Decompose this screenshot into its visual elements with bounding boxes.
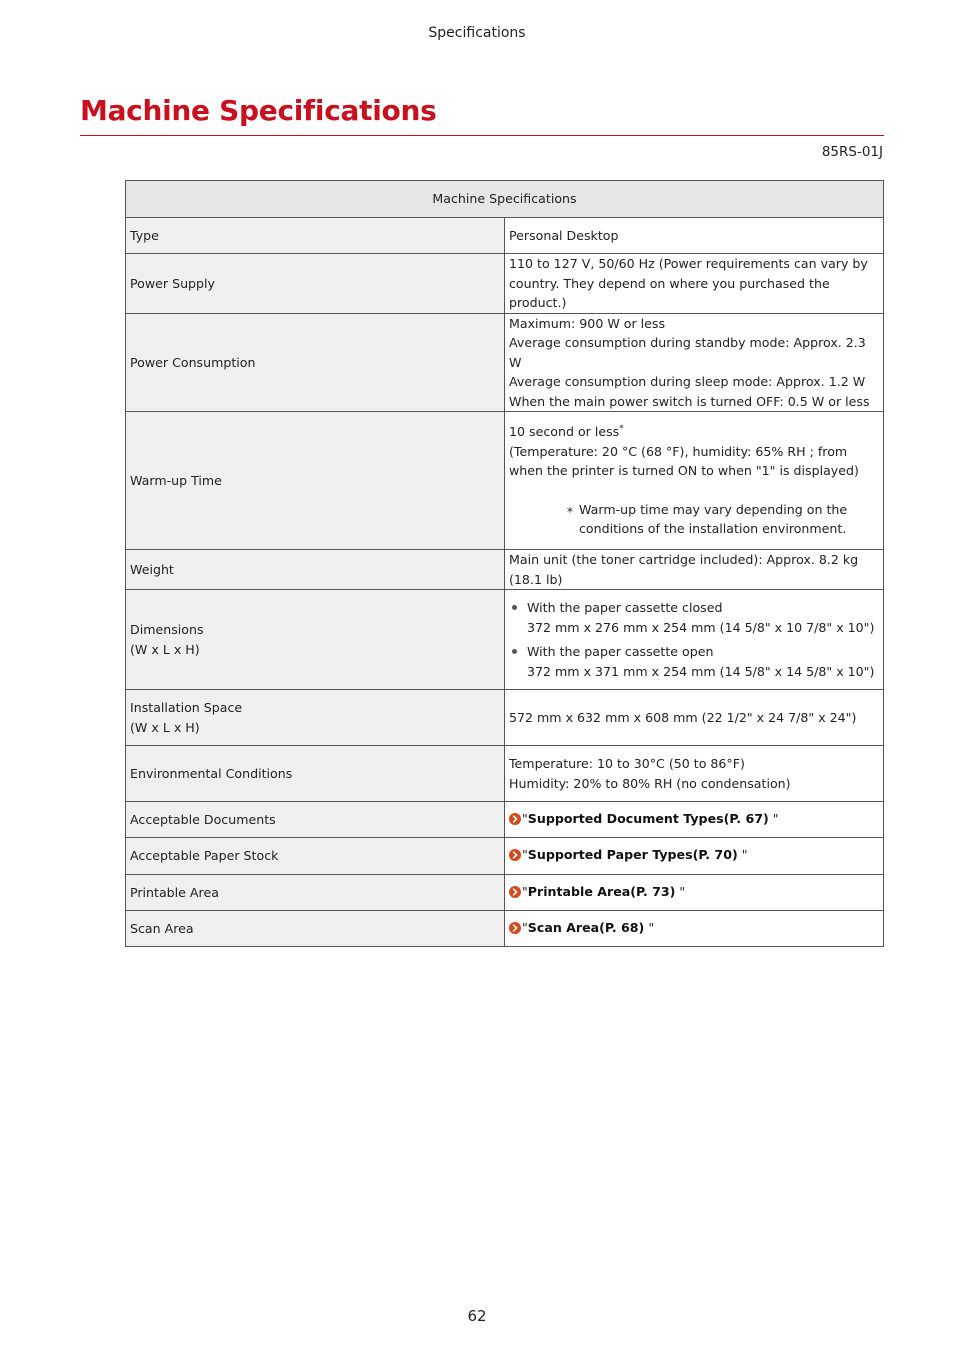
label-line: Installation Space — [130, 700, 243, 715]
arrow-circle-icon — [509, 849, 521, 861]
table-row-environment — [126, 746, 884, 802]
table-row-acceptable-paper — [126, 838, 884, 875]
row-value: Main unit (the toner cartridge included): Approx. 8.2 kg (18.1 lb) — [505, 550, 884, 590]
table-caption: Machine Specifications — [126, 181, 884, 218]
warmup-value: 10 second or less — [509, 424, 620, 440]
arrow-circle-icon — [509, 813, 521, 825]
row-value: 572 mm x 632 mm x 608 mm (22 1/2" x 24 7/8" x 24") — [505, 690, 884, 746]
row-label: Power Supply — [126, 254, 505, 314]
table-row-installation-space — [126, 690, 884, 746]
value-line: Humidity: 20% to 80% RH (no condensation) — [509, 775, 791, 791]
list-item — [509, 642, 879, 681]
bullet-dot-icon — [512, 605, 517, 610]
value-line — [509, 422, 879, 442]
table-header-row — [126, 181, 884, 218]
row-label: Type — [126, 218, 505, 254]
row-label: Weight — [126, 550, 505, 590]
row-label: Power Consumption — [126, 313, 505, 412]
footnote-asterisk: * — [619, 424, 624, 435]
row-value — [505, 313, 884, 412]
row-label: Acceptable Documents — [126, 802, 505, 838]
item-title: With the paper cassette closed — [527, 600, 723, 615]
item-title: With the paper cassette open — [527, 644, 714, 659]
value-detail: (Temperature: 20 °C (68 °F), humidity: 65% RH ; from when the printer is turned ON to when "1" is displayed) — [509, 443, 859, 479]
value-line: Maximum: 900 W or less — [509, 315, 666, 331]
table-row-printable-area — [126, 875, 884, 911]
row-label: Printable Area — [126, 875, 505, 911]
footnote — [567, 500, 879, 539]
cross-reference[interactable] — [509, 882, 685, 902]
row-label — [126, 590, 505, 690]
quote-open: " — [522, 919, 528, 935]
table-row-acceptable-documents — [126, 802, 884, 838]
cross-reference[interactable] — [509, 918, 654, 938]
value-line: When the main power switch is turned OFF: 0.5 W or less — [509, 393, 870, 409]
table-row-type — [126, 218, 884, 254]
page-title: Machine Specifications — [80, 94, 437, 127]
table-row-scan-area — [126, 911, 884, 947]
footnote-text: Warm-up time may vary depending on the conditions of the installation environment. — [579, 501, 848, 537]
quote-close: " — [644, 919, 655, 935]
quote-open: " — [522, 810, 528, 826]
label-line: (W x L x H) — [130, 641, 200, 657]
footnote-mark: * — [567, 504, 573, 519]
reference-link[interactable]: Printable Area(P. 73) — [527, 883, 676, 899]
row-value — [505, 911, 884, 947]
item-value: 372 mm x 371 mm x 254 mm (14 5/8" x 14 5/8" x 10") — [527, 663, 875, 679]
row-label: Warm-up Time — [126, 412, 505, 550]
cross-reference[interactable] — [509, 809, 779, 829]
table-row-dimensions — [126, 590, 884, 690]
title-divider — [80, 135, 884, 136]
quote-open: " — [522, 883, 528, 899]
label-line: (W x L x H) — [130, 719, 200, 735]
dimensions-list — [509, 598, 879, 681]
bullet-dot-icon — [512, 649, 517, 654]
value-line: Temperature: 10 to 30°C (50 to 86°F) — [509, 756, 745, 771]
page-number: 62 — [467, 1307, 487, 1325]
label-line: Dimensions — [130, 622, 204, 637]
quote-close: " — [768, 810, 779, 826]
quote-close: " — [737, 847, 748, 863]
item-value: 372 mm x 276 mm x 254 mm (14 5/8" x 10 7/8" x 10") — [527, 619, 875, 635]
specifications-table — [125, 180, 884, 947]
row-value: Personal Desktop — [505, 218, 884, 254]
row-value — [505, 875, 884, 911]
table-row-weight — [126, 550, 884, 590]
quote-close: " — [675, 883, 686, 899]
arrow-circle-icon — [509, 886, 521, 898]
running-header: Specifications — [428, 25, 526, 41]
arrow-circle-icon — [509, 922, 521, 934]
table-row-power-supply — [126, 254, 884, 314]
document-code: 85RS-01J — [821, 144, 883, 160]
row-value — [505, 590, 884, 690]
row-label: Scan Area — [126, 911, 505, 947]
row-label: Acceptable Paper Stock — [126, 838, 505, 875]
value-line: Average consumption during sleep mode: Approx. 1.2 W — [509, 374, 866, 389]
row-label — [126, 690, 505, 746]
value-line: Average consumption during standby mode: Approx. 2.3 W — [509, 335, 866, 370]
reference-link[interactable]: Scan Area(P. 68) — [527, 919, 645, 935]
reference-link[interactable]: Supported Document Types(P. 67) — [527, 810, 769, 826]
list-item — [509, 598, 879, 637]
reference-link[interactable]: Supported Paper Types(P. 70) — [527, 847, 738, 863]
row-value: 110 to 127 V, 50/60 Hz (Power requirements can vary by country. They depend on where you purchased the product.) — [505, 254, 884, 314]
quote-open: " — [522, 847, 528, 863]
cross-reference[interactable] — [509, 845, 748, 865]
table-row-warmup — [126, 412, 884, 550]
row-value — [505, 802, 884, 838]
row-label: Environmental Conditions — [126, 746, 505, 802]
row-value — [505, 412, 884, 550]
row-value — [505, 746, 884, 802]
table-row-power-consumption — [126, 313, 884, 412]
row-value — [505, 838, 884, 875]
